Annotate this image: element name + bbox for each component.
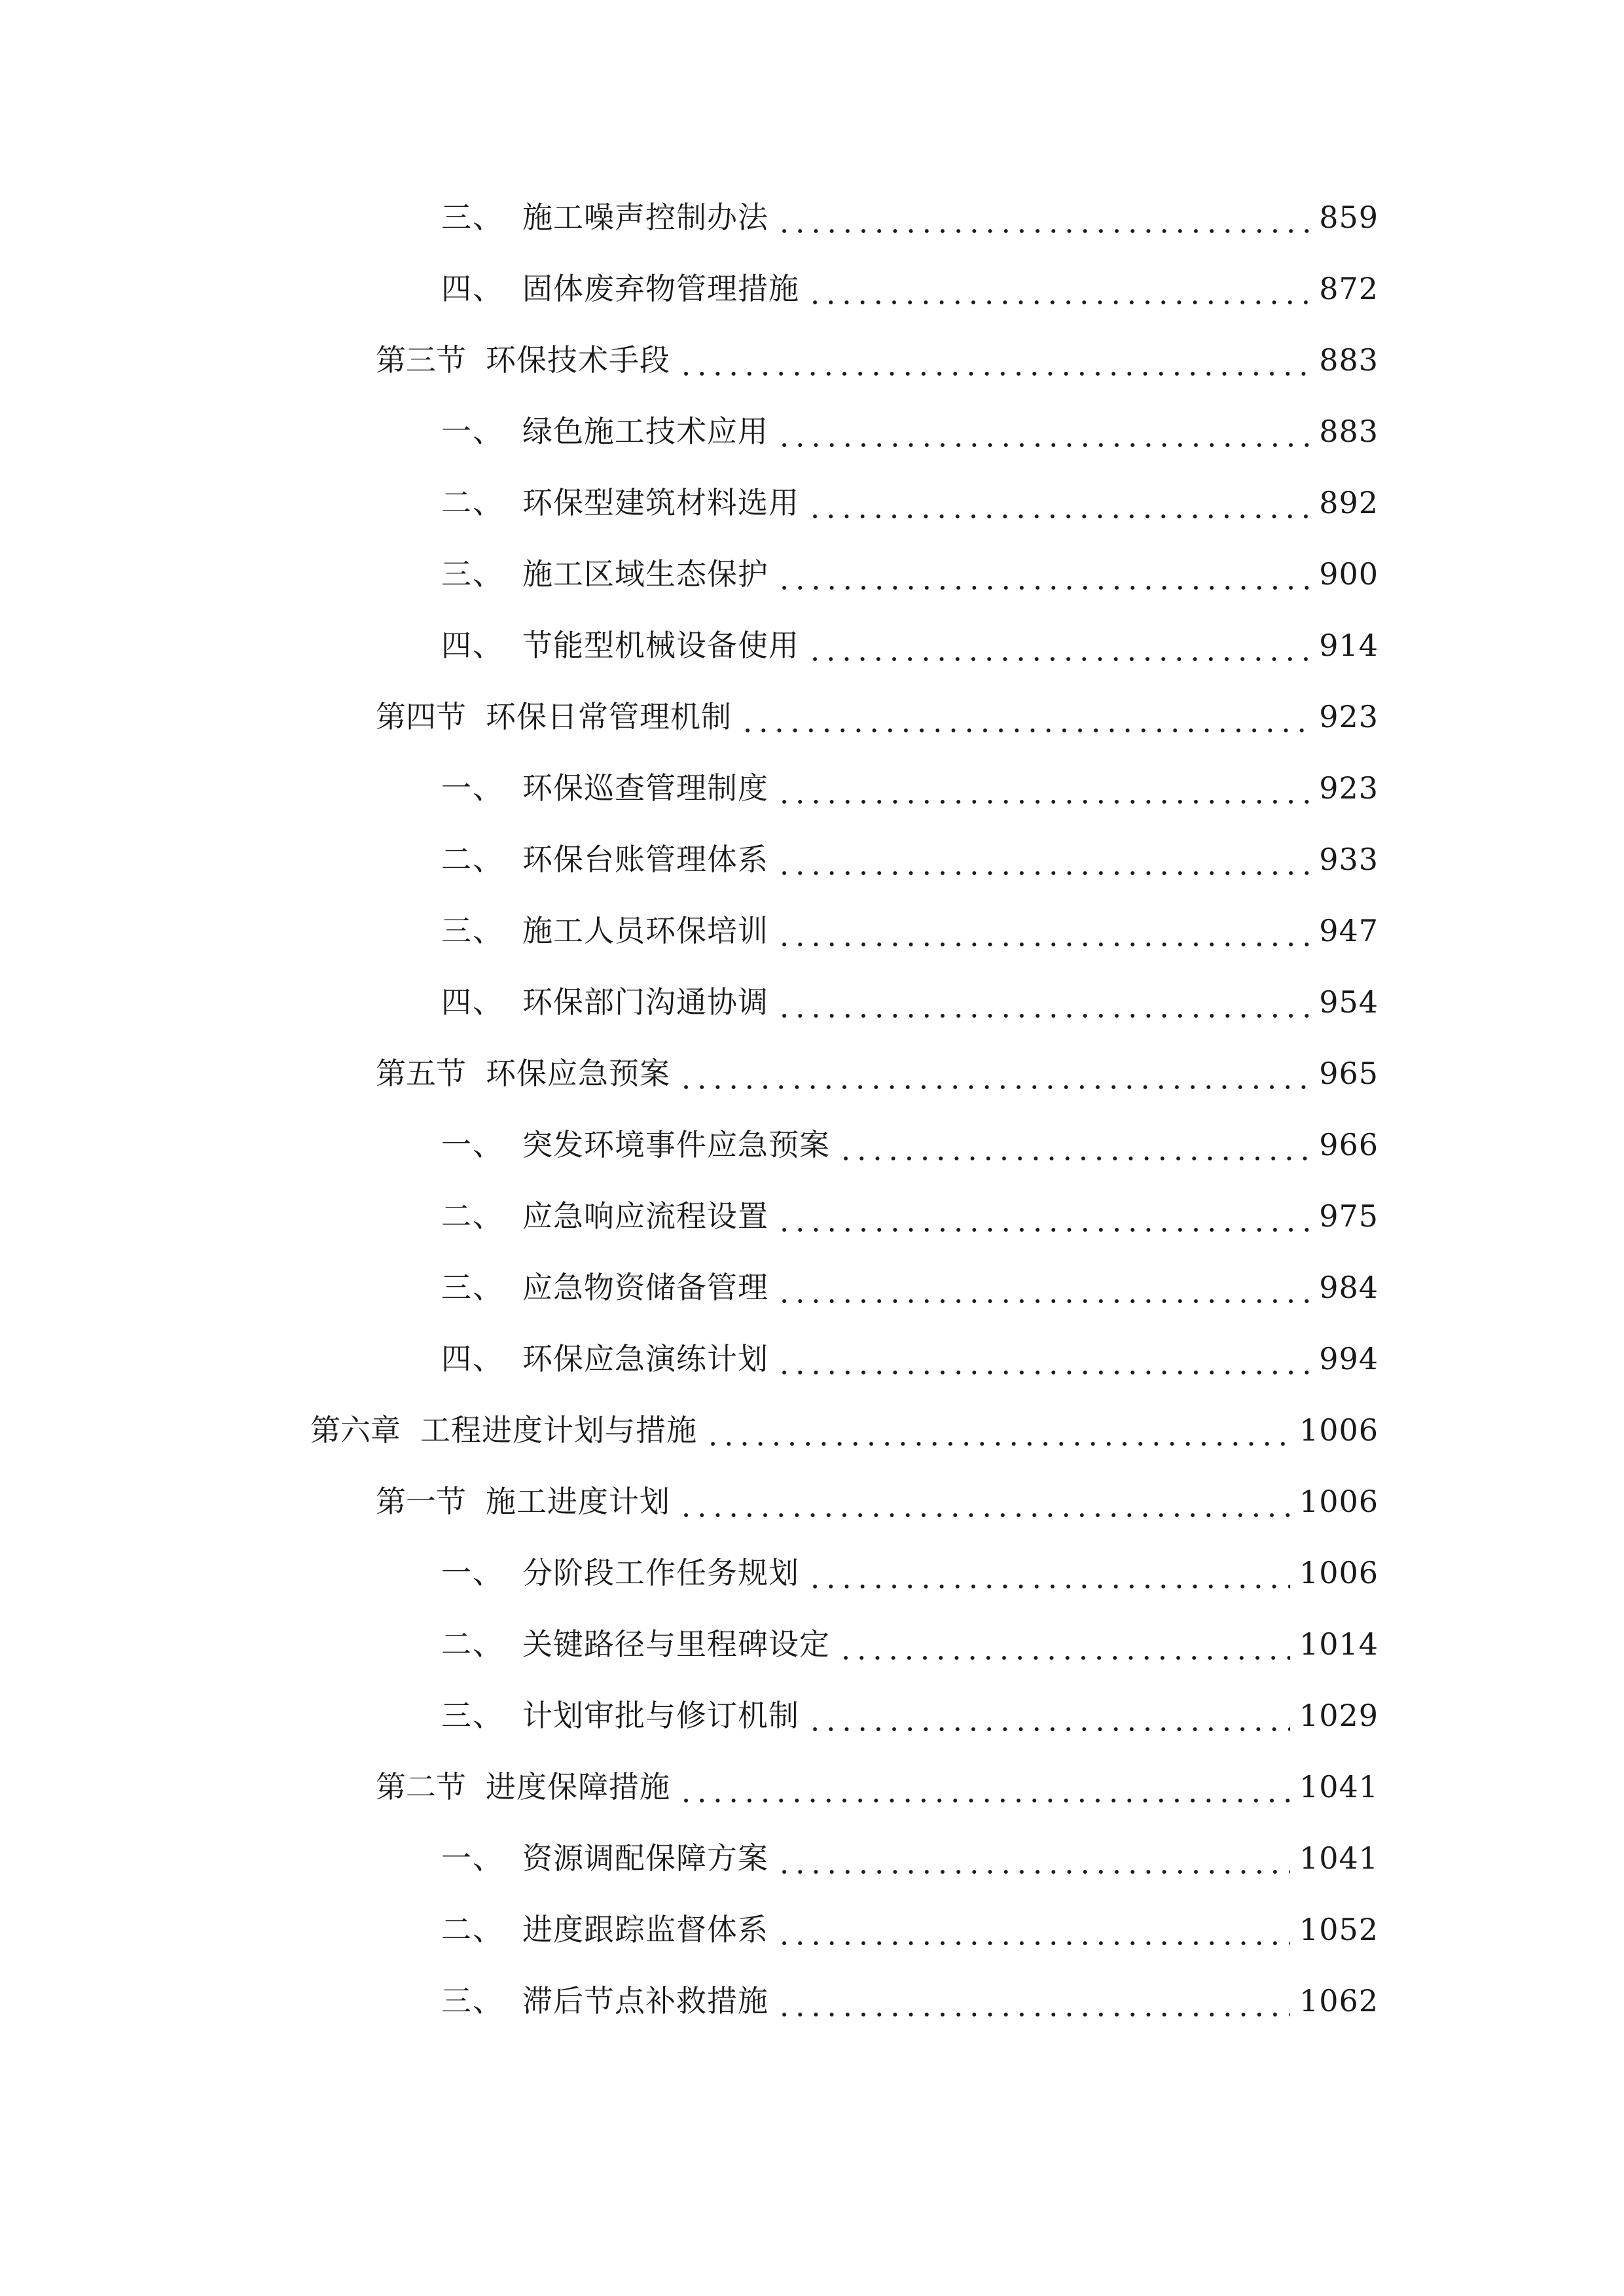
toc-entry[interactable]: [441, 405, 1379, 457]
toc-entry-title: 分阶段工作任务规划: [522, 1555, 799, 1590]
toc-dot-leader: [776, 1261, 1310, 1314]
toc-entry-title: 关键路径与里程碑设定: [522, 1626, 830, 1662]
toc-dot-leader: [776, 833, 1310, 886]
toc-entry[interactable]: [441, 833, 1379, 886]
toc-entry-number: 二、: [441, 842, 504, 877]
toc-dot-leader: [807, 619, 1310, 672]
toc-entry-title: 施工人员环保培训: [522, 913, 768, 948]
toc-dot-leader: [776, 1333, 1310, 1385]
toc-entry-page: 965: [1319, 1056, 1379, 1091]
toc-entry-title: 环保技术手段: [486, 342, 670, 378]
toc-entry-page: 947: [1319, 913, 1379, 948]
toc-entry-page: 914: [1319, 628, 1379, 663]
toc-dot-leader: [776, 762, 1310, 814]
toc-dot-leader: [807, 262, 1310, 315]
toc-entry-number: 一、: [441, 770, 504, 806]
toc-entry-page: 859: [1319, 200, 1379, 235]
toc-entry[interactable]: [441, 1190, 1379, 1242]
toc-dot-leader: [740, 691, 1310, 743]
toc-entry-number: 一、: [441, 1840, 504, 1876]
toc-entry-number: 二、: [441, 1912, 504, 1947]
toc-entry[interactable]: [376, 691, 1379, 743]
toc-entry-title: 应急响应流程设置: [522, 1198, 768, 1234]
toc-entry-number: 第六章: [310, 1412, 401, 1448]
toc-entry-page: 883: [1319, 414, 1379, 449]
toc-entry[interactable]: [441, 1975, 1379, 2027]
toc-dot-leader: [678, 1761, 1290, 1813]
toc-entry-page: 1041: [1299, 1769, 1379, 1804]
toc-entry-number: 四、: [441, 628, 504, 663]
toc-entry[interactable]: [441, 1903, 1379, 1956]
toc-entry[interactable]: [441, 976, 1379, 1028]
toc-entry-title: 施工噪声控制办法: [522, 200, 768, 235]
toc-entry-page: 1014: [1299, 1626, 1379, 1662]
toc-entry-number: 三、: [441, 556, 504, 592]
toc-entry-title: 固体废弃物管理措施: [522, 271, 799, 306]
toc-entry-title: 应急物资储备管理: [522, 1270, 768, 1305]
toc-entry-page: 1006: [1299, 1412, 1379, 1448]
toc-entry-number: 三、: [441, 1270, 504, 1305]
toc-entry[interactable]: [376, 1047, 1379, 1100]
toc-entry-page: 933: [1319, 842, 1379, 877]
toc-entry[interactable]: [441, 476, 1379, 529]
toc-entry-page: 984: [1319, 1270, 1379, 1305]
toc-dot-leader: [807, 1547, 1290, 1599]
toc-entry-page: 1062: [1299, 1983, 1379, 2018]
toc-entry[interactable]: [441, 262, 1379, 315]
toc-entry[interactable]: [441, 548, 1379, 600]
toc-dot-leader: [705, 1404, 1290, 1456]
toc-entry-page: 954: [1319, 984, 1379, 1020]
toc-dot-leader: [776, 905, 1310, 957]
toc-entry-title: 环保日常管理机制: [486, 699, 732, 734]
toc-entry-title: 环保型建筑材料选用: [522, 485, 799, 520]
toc-entry-page: 892: [1319, 485, 1379, 520]
toc-entry-page: 923: [1319, 699, 1379, 734]
toc-entry[interactable]: [441, 1689, 1379, 1742]
toc-entry[interactable]: [441, 1333, 1379, 1385]
toc-entry[interactable]: [441, 1119, 1379, 1171]
toc-entry[interactable]: [441, 1832, 1379, 1884]
toc-entry-page: 1006: [1299, 1484, 1379, 1519]
toc-entry-page: 1041: [1299, 1840, 1379, 1876]
toc-dot-leader: [776, 191, 1310, 243]
toc-entry-number: 第三节: [376, 342, 466, 378]
toc-entry-page: 1052: [1299, 1912, 1379, 1947]
toc-entry-page: 1006: [1299, 1555, 1379, 1590]
toc-entry-number: 二、: [441, 1626, 504, 1662]
toc-entry-title: 施工进度计划: [486, 1484, 670, 1519]
toc-entry-page: 994: [1319, 1341, 1379, 1376]
toc-entry-page: 872: [1319, 271, 1379, 306]
toc-dot-leader: [776, 1903, 1290, 1956]
toc-entry-number: 三、: [441, 200, 504, 235]
toc-entry-page: 1029: [1299, 1698, 1379, 1733]
toc-dot-leader: [678, 334, 1310, 386]
toc-entry-page: 975: [1319, 1198, 1379, 1234]
toc-entry-title: 环保应急演练计划: [522, 1341, 768, 1376]
toc-dot-leader: [807, 1689, 1290, 1742]
toc-entry[interactable]: [441, 1618, 1379, 1670]
toc-entry-title: 进度保障措施: [486, 1769, 670, 1804]
toc-entry-number: 三、: [441, 913, 504, 948]
toc-entry[interactable]: [441, 762, 1379, 814]
toc-entry[interactable]: [441, 619, 1379, 672]
toc-entry-title: 节能型机械设备使用: [522, 628, 799, 663]
toc-entry[interactable]: [310, 1404, 1379, 1456]
toc-entry-number: 二、: [441, 1198, 504, 1234]
toc-entry-title: 环保台账管理体系: [522, 842, 768, 877]
toc-entry-title: 突发环境事件应急预案: [522, 1127, 830, 1162]
toc-dot-leader: [776, 405, 1310, 457]
toc-entry[interactable]: [376, 1475, 1379, 1528]
toc-entry-title: 环保巡查管理制度: [522, 770, 768, 806]
toc-dot-leader: [838, 1618, 1290, 1670]
toc-entry-number: 三、: [441, 1698, 504, 1733]
toc-entry-number: 一、: [441, 1127, 504, 1162]
toc-entry-title: 滞后节点补救措施: [522, 1983, 768, 2018]
toc-entry[interactable]: [441, 1547, 1379, 1599]
toc-entry-page: 883: [1319, 342, 1379, 378]
toc-entry-number: 三、: [441, 1983, 504, 2018]
toc-entry-title: 环保应急预案: [486, 1056, 670, 1091]
toc-entry-title: 绿色施工技术应用: [522, 414, 768, 449]
toc-dot-leader: [776, 976, 1310, 1028]
toc-entry-number: 四、: [441, 984, 504, 1020]
toc-dot-leader: [678, 1047, 1310, 1100]
toc-dot-leader: [776, 1975, 1290, 2027]
toc-entry-title: 工程进度计划与措施: [420, 1412, 697, 1448]
toc-entry-number: 四、: [441, 1341, 504, 1376]
toc-entry-title: 计划审批与修订机制: [522, 1698, 799, 1733]
toc-entry-page: 923: [1319, 770, 1379, 806]
toc-entry-number: 第一节: [376, 1484, 466, 1519]
toc-dot-leader: [776, 1832, 1290, 1884]
toc-entry-number: 第二节: [376, 1769, 466, 1804]
toc-entry-page: 900: [1319, 556, 1379, 592]
toc-dot-leader: [678, 1475, 1290, 1528]
toc-entry-page: 966: [1319, 1127, 1379, 1162]
toc-entry-number: 第四节: [376, 699, 466, 734]
toc-entry-number: 四、: [441, 271, 504, 306]
toc-entry[interactable]: [441, 191, 1379, 243]
toc-entry[interactable]: [376, 1761, 1379, 1813]
toc-dot-leader: [776, 1190, 1310, 1242]
toc-entry-title: 施工区域生态保护: [522, 556, 768, 592]
toc-dot-leader: [807, 476, 1310, 529]
toc-entry[interactable]: [441, 1261, 1379, 1314]
toc-entry-title: 资源调配保障方案: [522, 1840, 768, 1876]
toc-entry-number: 一、: [441, 1555, 504, 1590]
toc-entry-number: 第五节: [376, 1056, 466, 1091]
toc-entry-number: 二、: [441, 485, 504, 520]
toc-dot-leader: [838, 1119, 1310, 1171]
toc-entry-number: 一、: [441, 414, 504, 449]
toc-entry[interactable]: [441, 905, 1379, 957]
toc-entry-title: 进度跟踪监督体系: [522, 1912, 768, 1947]
toc-entry-title: 环保部门沟通协调: [522, 984, 768, 1020]
toc-entry[interactable]: [376, 334, 1379, 386]
toc-dot-leader: [776, 548, 1310, 600]
